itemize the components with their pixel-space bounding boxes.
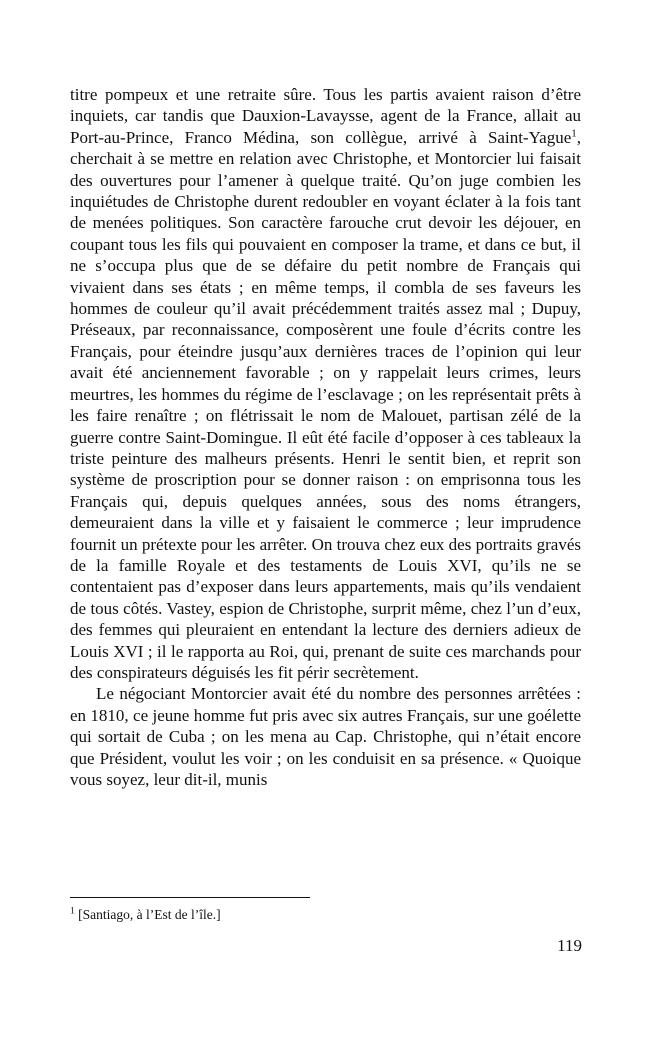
paragraph: Le négociant Montorcier avait été du nombre des personnes arrêtées : en 1810, ce jeune homme fut pris avec six autres Français, sur une goélette qui sortait de Cuba ; on les mena au Cap. Christophe, qui n’était encore que Président, voulut les voir ; on les conduisit en sa présence. « Quoique vous soyez, leur dit-il, munis (70, 684, 581, 789)
footnote-divider (70, 897, 310, 898)
footnote-reference: 1 (571, 127, 577, 140)
footnote-text: [Santiago, à l’Est de l’île.] (78, 907, 221, 922)
paragraph-text: titre pompeux et une retraite sûre. Tous les partis avaient raison d’être inquiets, car tandis que Dauxion-Lavaysse, agent de la France, allait au Port-au-Prince, Franco Médina, son collègue, arrivé à Saint-Yague (70, 85, 581, 147)
text-block (70, 84, 581, 790)
paragraph-text: , cherchait à se mettre en relation avec Christophe, et Montorcier lui faisait des ouvertures pour l’amener à quelque traité. Qu’on juge combien les inquiétudes de Christophe durent redoubler en voyant éclater à la fois tant de menées politiques. Son caractère farouche crut devoir les déjouer, en coupant tous les fils qui pouvaient en composer la trame, et dans ce but, il ne s’occupa plus que de se défaire du petit nombre de Français qui vivaient dans ses états ; en même temps, il combla de ses faveurs les hommes de couleur qu’il avait précédemment traités assez mal ; Dupuy, Préseaux, par reconnaissance, composèrent une foule d’écrits contre les Français, pour éteindre jusqu’aux dernières traces de l’opinion qui leur avait été anciennement favorable ; on y rappelait leurs crimes, leurs meurtres, les hommes du régime de l’esclavage ; on les représentait prêts à les faire renaître ; on flétrissait le nom de Malouet, partisan zélé de la guerre contre Saint-Domingue. Il eût été facile d’opposer à ces tableaux la triste peinture des malheurs présents. Henri le sentit bien, et reprit son système de proscription pour se donner raison : on emprisonna tous les Français qui, depuis quelques années, sous des noms étrangers, demeuraient dans la ville et y faisaient le commerce ; leur imprudence fournit un prétexte pour les arrêter. On trouva chez eux des portraits gravés de la famille Royale et des testaments de Louis XVI, qu’ils ne se contentaient pas d’exposer dans leurs appartements, mais qu’ils vendaient de tous côtés. Vastey, espion de Christophe, surprit même, chez l’un d’eux, des femmes qui pleuraient en entendant la lecture des derniers adieux de Louis XVI ; il le rapporta au Roi, qui, prenant de suite ces marchands pour des conspirateurs déguisés les fit périr secrètement. (70, 127, 581, 682)
footnote-marker: 1 (70, 906, 75, 917)
page-number: 119 (557, 936, 582, 955)
paragraph (70, 84, 581, 683)
footnote (70, 906, 581, 923)
